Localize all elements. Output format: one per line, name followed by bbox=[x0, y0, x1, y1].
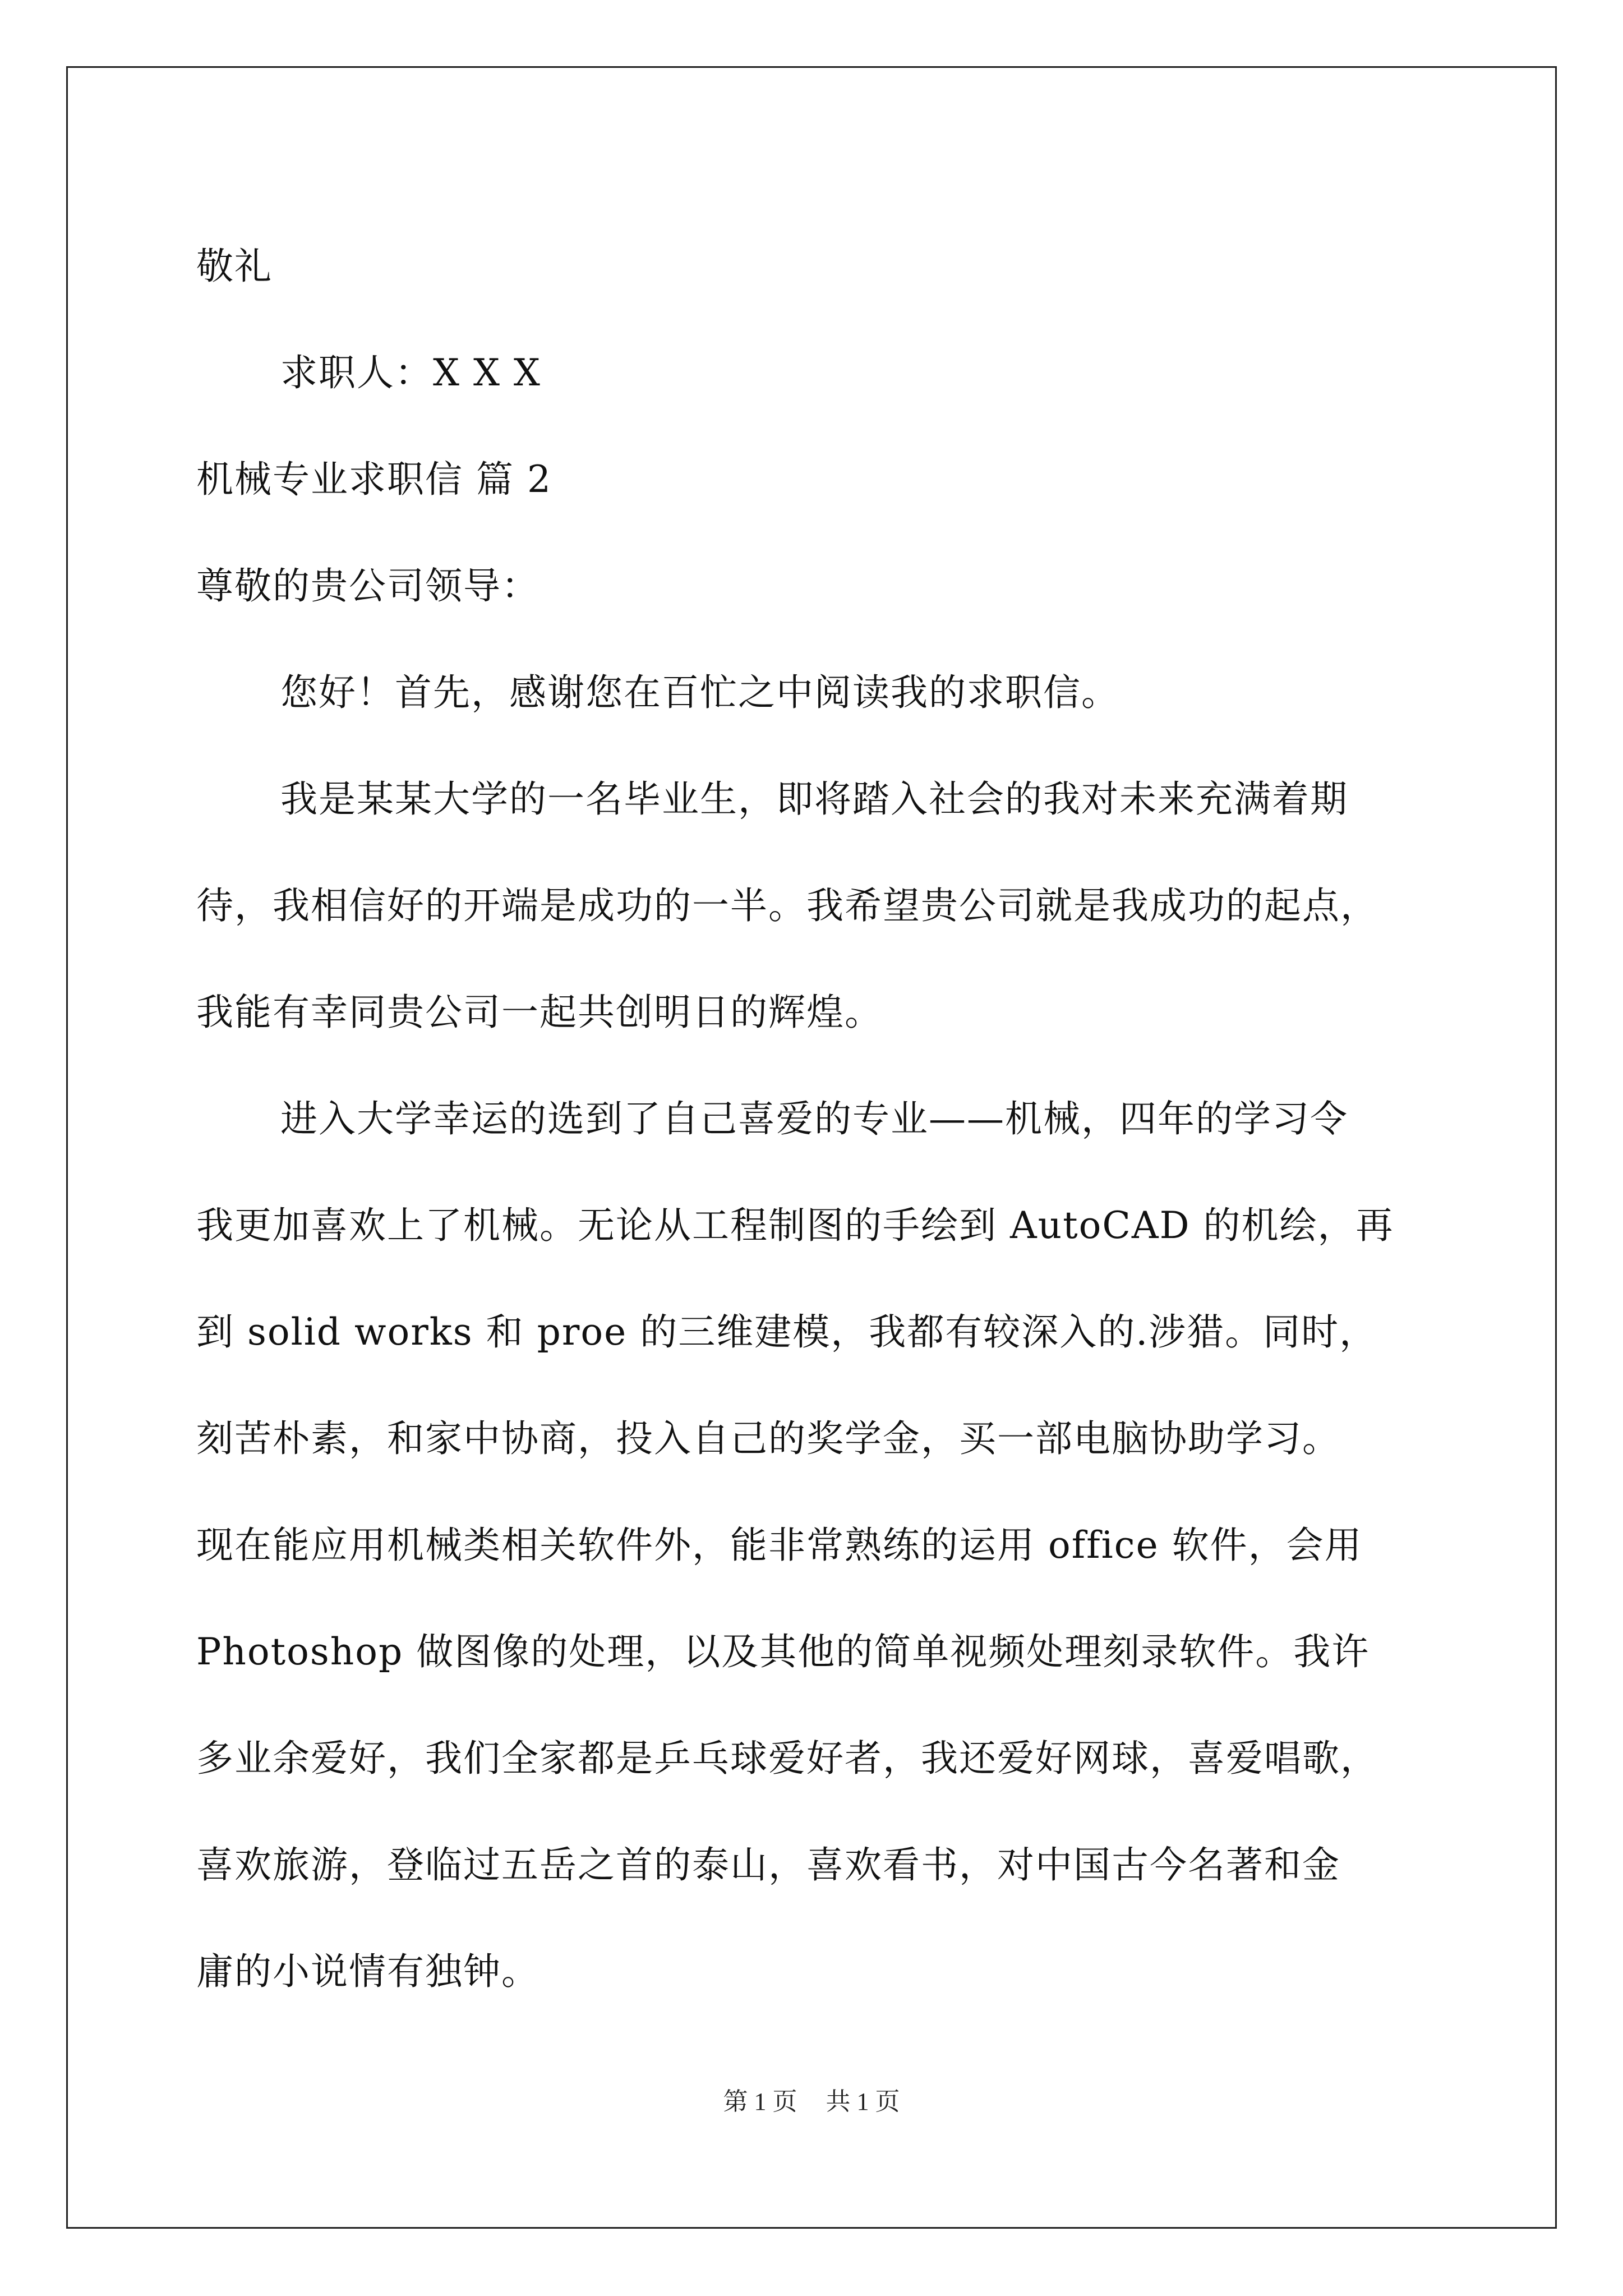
paragraph-line: 喜欢旅游，登临过五岳之首的泰山，喜欢看书，对中国古今名著和金 bbox=[196, 1843, 1340, 1887]
closing-text: 敬礼 bbox=[196, 245, 273, 288]
section-heading: 机械专业求职信 篇 2 bbox=[196, 458, 552, 501]
paragraph-line: 多业余爱好，我们全家都是乒乓球爱好者，我还爱好网球，喜爱唱歌， bbox=[196, 1737, 1378, 1780]
paragraph-line: 庸的小说情有独钟。 bbox=[196, 1950, 540, 1993]
salutation-text: 尊敬的贵公司领导： bbox=[196, 564, 540, 608]
document-body bbox=[196, 213, 1453, 2025]
paragraph-line: 刻苦朴素，和家中协商，投入自己的奖学金，买一部电脑协助学习。 bbox=[196, 1417, 1340, 1460]
page-number-current: 第 1 页 bbox=[723, 2088, 797, 2115]
paragraph-line: 我是某某大学的一名毕业生，即将踏入社会的我对未来充满着期 bbox=[280, 777, 1348, 821]
greeting-paragraph: 您好！首先，感谢您在百忙之中阅读我的求职信。 bbox=[280, 671, 1119, 714]
paragraph-line: 待，我相信好的开端是成功的一半。我希望贵公司就是我成功的起点， bbox=[196, 884, 1378, 927]
paragraph-line: 我能有幸同贵公司一起共创明日的辉煌。 bbox=[196, 991, 883, 1034]
paragraph-line: 现在能应用机械类相关软件外，能非常熟练的运用 office 软件，会用 bbox=[196, 1524, 1363, 1567]
signature-text: 求职人：X X X bbox=[280, 351, 541, 394]
paragraph-line: 我更加喜欢上了机械。无论从工程制图的手绘到 AutoCAD 的机绘，再 bbox=[196, 1204, 1394, 1247]
paragraph-line: 进入大学幸运的选到了自己喜爱的专业——机械，四年的学习令 bbox=[280, 1097, 1348, 1140]
page-number-total: 共 1 页 bbox=[826, 2088, 900, 2115]
page-footer bbox=[0, 2081, 1623, 2117]
paragraph-line: 到 solid works 和 proe 的三维建模，我都有较深入的.涉猎。同时， bbox=[196, 1310, 1378, 1354]
paragraph-intro bbox=[196, 746, 1453, 1066]
paragraph-line: Photoshop 做图像的处理，以及其他的简单视频处理刻录软件。我许 bbox=[196, 1630, 1370, 1673]
paragraph-skills bbox=[196, 1066, 1453, 2025]
